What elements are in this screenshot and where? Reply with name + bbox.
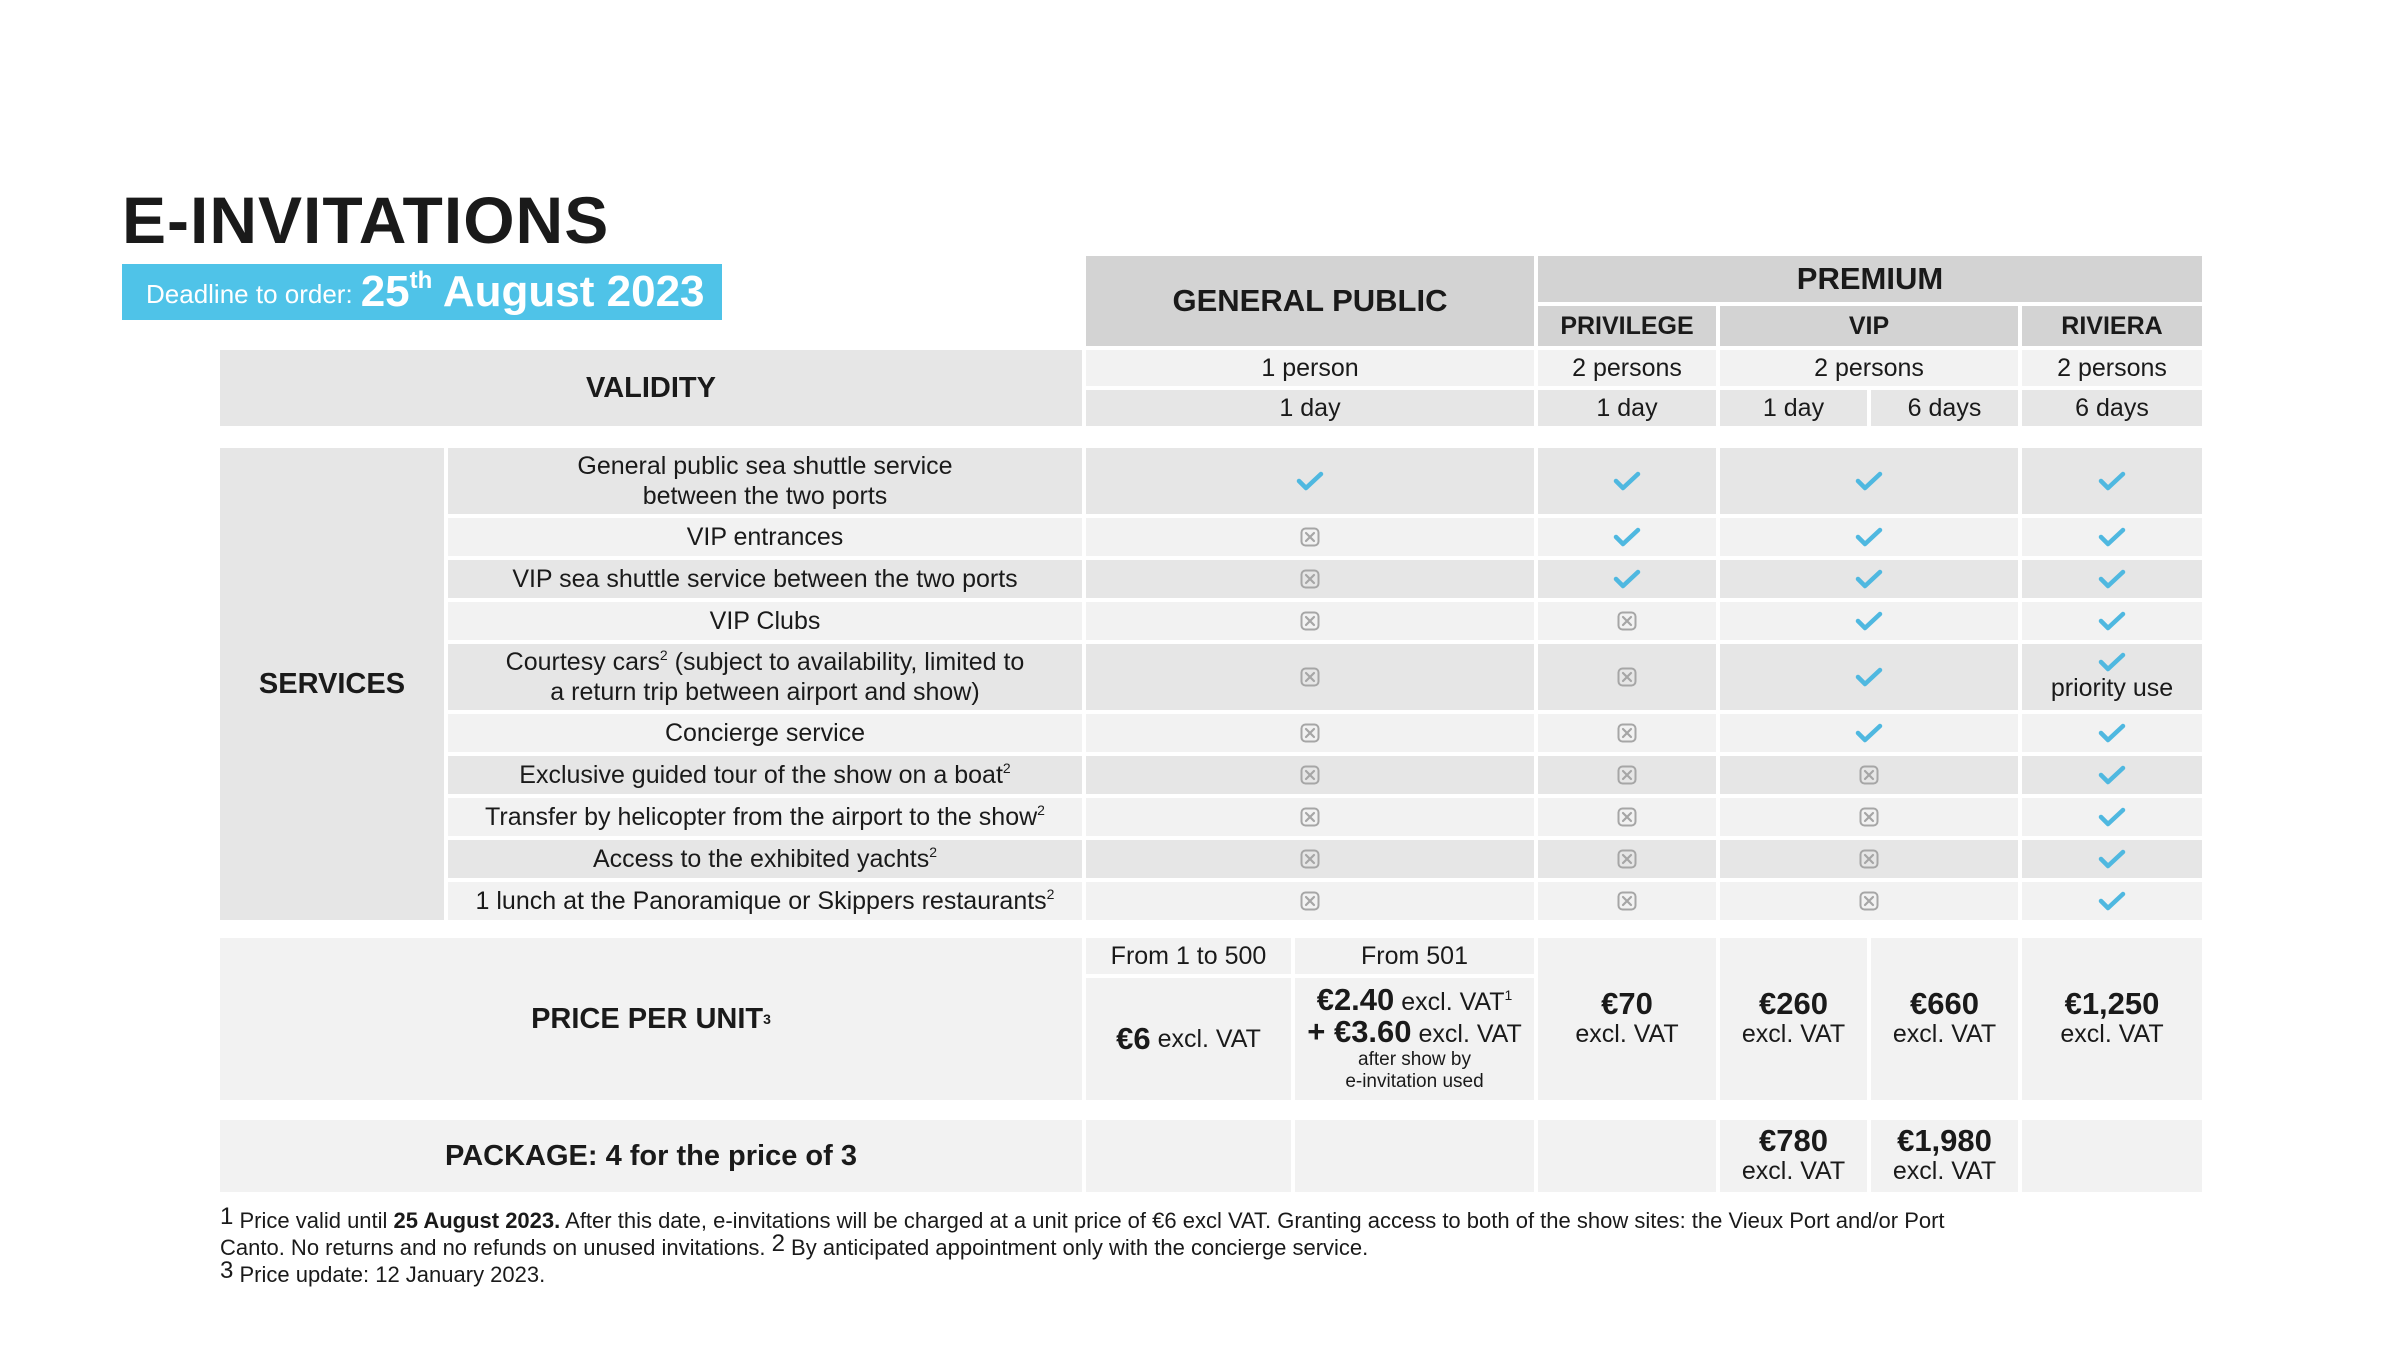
check-icon bbox=[1296, 470, 1324, 492]
page-title: E-INVITATIONS bbox=[122, 183, 610, 257]
price-riviera-amount: €1,250 bbox=[2064, 986, 2160, 1021]
service-label bbox=[448, 840, 1082, 878]
footnote-1-cont bbox=[220, 1231, 1368, 1261]
check-icon bbox=[1855, 722, 1883, 744]
package-label: PACKAGE: 4 for the price of 3 bbox=[220, 1120, 1082, 1192]
price-tier1-amount: €6 bbox=[1116, 1021, 1151, 1056]
service-cell-privilege bbox=[1538, 840, 1716, 878]
check-icon bbox=[2098, 470, 2126, 492]
service-label-line1 bbox=[687, 522, 844, 552]
package-vip-6-days bbox=[1871, 1120, 2018, 1192]
deadline-month-year: August 2023 bbox=[442, 267, 705, 316]
service-name: 1 lunch at the Panoramique or Skippers restaurants bbox=[475, 887, 1047, 915]
footnote-3 bbox=[220, 1258, 545, 1288]
price-vip-6-suffix: excl. VAT bbox=[1892, 1020, 1997, 1048]
service-cell-general bbox=[1086, 448, 1534, 514]
cross-icon bbox=[1300, 723, 1320, 743]
cross-icon bbox=[1617, 611, 1637, 631]
validity-days-riviera: 6 days bbox=[2022, 390, 2202, 426]
price-vip-6-amount: €660 bbox=[1910, 986, 1979, 1021]
cross-icon bbox=[1300, 527, 1320, 547]
service-cell-general bbox=[1086, 644, 1534, 710]
check-icon bbox=[1855, 568, 1883, 590]
service-label-line1 bbox=[506, 647, 1025, 677]
footnote-3-number: 3 bbox=[220, 1257, 234, 1284]
package-tier1-empty bbox=[1086, 1120, 1291, 1192]
service-cell-riviera bbox=[2022, 644, 2202, 710]
service-label-line2: a return trip between airport and show) bbox=[550, 678, 980, 706]
service-cell-riviera bbox=[2022, 602, 2202, 640]
package-vip-1-day bbox=[1720, 1120, 1867, 1192]
cross-icon bbox=[1617, 849, 1637, 869]
service-cell-vip bbox=[1720, 882, 2018, 920]
validity-persons-privilege: 2 persons bbox=[1538, 350, 1716, 386]
service-label bbox=[448, 448, 1082, 514]
price-tier2-value bbox=[1295, 978, 1534, 1100]
service-name: VIP entrances bbox=[686, 523, 844, 551]
service-footnote: 2 bbox=[659, 647, 668, 663]
header-general-public: GENERAL PUBLIC bbox=[1086, 256, 1534, 346]
package-privilege-empty bbox=[1538, 1120, 1716, 1192]
validity-label: VALIDITY bbox=[220, 350, 1082, 426]
check-icon bbox=[2098, 568, 2126, 590]
footnote-3-text: Price update: 12 January 2023. bbox=[233, 1262, 546, 1287]
deadline-label: Deadline to order: bbox=[146, 279, 353, 309]
price-privilege bbox=[1538, 938, 1716, 1100]
price-tier1-label: From 1 to 500 bbox=[1086, 938, 1291, 974]
price-tier2-footnote: 1 bbox=[1504, 987, 1513, 1003]
price-label-text: PRICE PER UNIT bbox=[531, 1003, 764, 1035]
check-icon bbox=[1613, 470, 1641, 492]
service-name: Transfer by helicopter from the airport to the show bbox=[485, 803, 1038, 831]
check-icon bbox=[2098, 526, 2126, 548]
service-footnote: 2 bbox=[1046, 886, 1055, 902]
footnote-1 bbox=[220, 1204, 1945, 1234]
service-cell-vip bbox=[1720, 756, 2018, 794]
deadline-day-suffix: th bbox=[409, 267, 433, 294]
service-cell-vip bbox=[1720, 518, 2018, 556]
price-privilege-amount: €70 bbox=[1601, 986, 1653, 1021]
check-icon bbox=[1855, 610, 1883, 632]
service-label bbox=[448, 560, 1082, 598]
service-label-line1 bbox=[710, 606, 821, 636]
service-cell-general bbox=[1086, 840, 1534, 878]
service-label bbox=[448, 756, 1082, 794]
price-tier2-suffix1: excl. VAT bbox=[1401, 988, 1505, 1016]
service-cell-privilege bbox=[1538, 756, 1716, 794]
cross-icon bbox=[1300, 667, 1320, 687]
cross-icon bbox=[1300, 849, 1320, 869]
deadline-banner bbox=[122, 264, 722, 320]
service-cell-general bbox=[1086, 602, 1534, 640]
package-tier2-empty bbox=[1295, 1120, 1534, 1192]
service-name: General public sea shuttle service bbox=[577, 452, 953, 480]
priority-use-note: priority use bbox=[2050, 674, 2174, 702]
service-name: Exclusive guided tour of the show on a boat bbox=[519, 761, 1003, 789]
service-label-line1 bbox=[577, 451, 952, 481]
service-name: Courtesy cars bbox=[505, 648, 660, 676]
service-footnote: 2 bbox=[1002, 760, 1011, 776]
price-tier2-suffix2: excl. VAT bbox=[1418, 1020, 1522, 1048]
package-riviera-empty bbox=[2022, 1120, 2202, 1192]
service-label-line1 bbox=[476, 886, 1055, 916]
validity-days-vip-6: 6 days bbox=[1871, 390, 2018, 426]
service-label bbox=[448, 644, 1082, 710]
price-riviera-suffix: excl. VAT bbox=[2060, 1020, 2164, 1048]
service-cell-riviera bbox=[2022, 882, 2202, 920]
service-cell-vip bbox=[1720, 798, 2018, 836]
service-cell-vip bbox=[1720, 714, 2018, 752]
service-name: VIP Clubs bbox=[709, 607, 821, 635]
price-tier2-label: From 501 bbox=[1295, 938, 1534, 974]
service-cell-general bbox=[1086, 756, 1534, 794]
cross-icon bbox=[1300, 765, 1320, 785]
service-label bbox=[448, 798, 1082, 836]
service-label-line1 bbox=[485, 802, 1045, 832]
cross-icon bbox=[1617, 891, 1637, 911]
service-cell-riviera bbox=[2022, 756, 2202, 794]
price-vip-1-suffix: excl. VAT bbox=[1741, 1020, 1846, 1048]
check-icon bbox=[1855, 470, 1883, 492]
service-cell-privilege bbox=[1538, 448, 1716, 514]
deadline-day: 25 bbox=[360, 267, 410, 316]
service-cell-general bbox=[1086, 518, 1534, 556]
price-tier2-amount1: €2.40 bbox=[1316, 982, 1395, 1017]
footnote-2-number: 2 bbox=[771, 1230, 785, 1257]
check-icon bbox=[2098, 610, 2126, 632]
price-tier2-amount2: €3.60 bbox=[1333, 1014, 1412, 1049]
service-name: Access to the exhibited yachts bbox=[592, 845, 930, 873]
service-name: Concierge service bbox=[664, 719, 866, 747]
validity-persons-riviera: 2 persons bbox=[2022, 350, 2202, 386]
price-vip-6-days bbox=[1871, 938, 2018, 1100]
check-icon bbox=[2098, 651, 2126, 673]
services-label: SERVICES bbox=[220, 448, 444, 920]
service-cell-riviera bbox=[2022, 448, 2202, 514]
service-cell-vip bbox=[1720, 448, 2018, 514]
package-vip-1-amount: €780 bbox=[1759, 1123, 1828, 1158]
service-cell-vip bbox=[1720, 560, 2018, 598]
service-label-line1 bbox=[665, 718, 865, 748]
header-privilege: PRIVILEGE bbox=[1538, 306, 1716, 346]
service-cell-privilege bbox=[1538, 644, 1716, 710]
price-tier2-note2: e-invitation used bbox=[1345, 1071, 1484, 1092]
check-icon bbox=[2098, 890, 2126, 912]
cross-icon bbox=[1300, 807, 1320, 827]
check-icon bbox=[1855, 526, 1883, 548]
price-tier1-suffix: excl. VAT bbox=[1157, 1025, 1261, 1053]
service-cell-vip bbox=[1720, 644, 2018, 710]
check-icon bbox=[1855, 666, 1883, 688]
service-cell-general bbox=[1086, 882, 1534, 920]
service-footnote: 2 bbox=[929, 844, 938, 860]
price-label: PRICE PER UNIT 3 bbox=[220, 938, 1082, 1100]
footnote-1-text-a: Price valid until bbox=[233, 1208, 394, 1233]
price-tier2-plus: + bbox=[1307, 1014, 1334, 1049]
service-cell-general bbox=[1086, 798, 1534, 836]
service-cell-privilege bbox=[1538, 560, 1716, 598]
service-label bbox=[448, 602, 1082, 640]
price-privilege-suffix: excl. VAT bbox=[1575, 1020, 1679, 1048]
cross-icon bbox=[1617, 807, 1637, 827]
service-cell-riviera bbox=[2022, 518, 2202, 556]
footnote-2-text: By anticipated appointment only with the concierge service. bbox=[784, 1235, 1369, 1260]
check-icon bbox=[2098, 806, 2126, 828]
cross-icon bbox=[1617, 667, 1637, 687]
header-vip: VIP bbox=[1720, 306, 2018, 346]
check-icon bbox=[2098, 848, 2126, 870]
header-riviera: RIVIERA bbox=[2022, 306, 2202, 346]
service-cell-vip bbox=[1720, 840, 2018, 878]
service-cell-riviera bbox=[2022, 840, 2202, 878]
service-label-line1 bbox=[593, 844, 937, 874]
check-icon bbox=[1613, 526, 1641, 548]
check-icon bbox=[2098, 764, 2126, 786]
service-name-rest: (subject to availability, limited to bbox=[667, 648, 1025, 676]
cross-icon bbox=[1617, 765, 1637, 785]
service-label-line2: between the two ports bbox=[642, 482, 888, 510]
cross-icon bbox=[1859, 807, 1879, 827]
package-vip-1-suffix: excl. VAT bbox=[1741, 1157, 1846, 1185]
validity-days-vip-1: 1 day bbox=[1720, 390, 1867, 426]
cross-icon bbox=[1300, 569, 1320, 589]
service-label-line1 bbox=[519, 760, 1010, 790]
service-cell-vip bbox=[1720, 602, 2018, 640]
service-footnote: 2 bbox=[1037, 802, 1045, 818]
service-cell-riviera bbox=[2022, 560, 2202, 598]
price-vip-1-amount: €260 bbox=[1759, 986, 1828, 1021]
cross-icon bbox=[1859, 891, 1879, 911]
service-cell-riviera bbox=[2022, 798, 2202, 836]
package-vip-6-suffix: excl. VAT bbox=[1892, 1157, 1997, 1185]
package-vip-6-amount: €1,980 bbox=[1897, 1123, 1992, 1158]
check-icon bbox=[1613, 568, 1641, 590]
service-cell-privilege bbox=[1538, 602, 1716, 640]
validity-days-general: 1 day bbox=[1086, 390, 1534, 426]
service-cell-privilege bbox=[1538, 882, 1716, 920]
validity-persons-general: 1 person bbox=[1086, 350, 1534, 386]
cross-icon bbox=[1300, 891, 1320, 911]
service-cell-general bbox=[1086, 714, 1534, 752]
price-tier2-note1: after show by bbox=[1358, 1049, 1471, 1070]
footnote-1-number: 1 bbox=[220, 1203, 234, 1230]
price-tier1-value bbox=[1086, 978, 1291, 1100]
price-vip-1-day bbox=[1720, 938, 1867, 1100]
price-tier2-line1 bbox=[1316, 982, 1513, 1017]
header-premium: PREMIUM bbox=[1538, 256, 2202, 302]
price-tier2-line2 bbox=[1307, 1014, 1522, 1049]
cross-icon bbox=[1300, 611, 1320, 631]
footnote-1-text-c: Canto. No returns and no refunds on unused invitations. bbox=[220, 1235, 772, 1260]
footnote-1-bold: 25 August 2023. bbox=[393, 1208, 561, 1233]
cross-icon bbox=[1859, 849, 1879, 869]
service-cell-riviera bbox=[2022, 714, 2202, 752]
service-label bbox=[448, 714, 1082, 752]
service-cell-privilege bbox=[1538, 714, 1716, 752]
service-name: VIP sea shuttle service between the two ports bbox=[512, 565, 1018, 593]
service-label bbox=[448, 518, 1082, 556]
service-cell-general bbox=[1086, 560, 1534, 598]
footnote-1-text-b: After this date, e-invitations will be charged at a unit price of €6 excl VAT. Granting access to both of the show sites: the Vieux Port and/or Port bbox=[560, 1208, 1945, 1233]
deadline-date bbox=[360, 267, 705, 316]
price-riviera bbox=[2022, 938, 2202, 1100]
validity-days-privilege: 1 day bbox=[1538, 390, 1716, 426]
check-icon bbox=[2098, 722, 2126, 744]
service-label bbox=[448, 882, 1082, 920]
cross-icon bbox=[1859, 765, 1879, 785]
service-cell-privilege bbox=[1538, 518, 1716, 556]
service-cell-privilege bbox=[1538, 798, 1716, 836]
cross-icon bbox=[1617, 723, 1637, 743]
validity-persons-vip: 2 persons bbox=[1720, 350, 2018, 386]
service-label-line1 bbox=[512, 564, 1017, 594]
